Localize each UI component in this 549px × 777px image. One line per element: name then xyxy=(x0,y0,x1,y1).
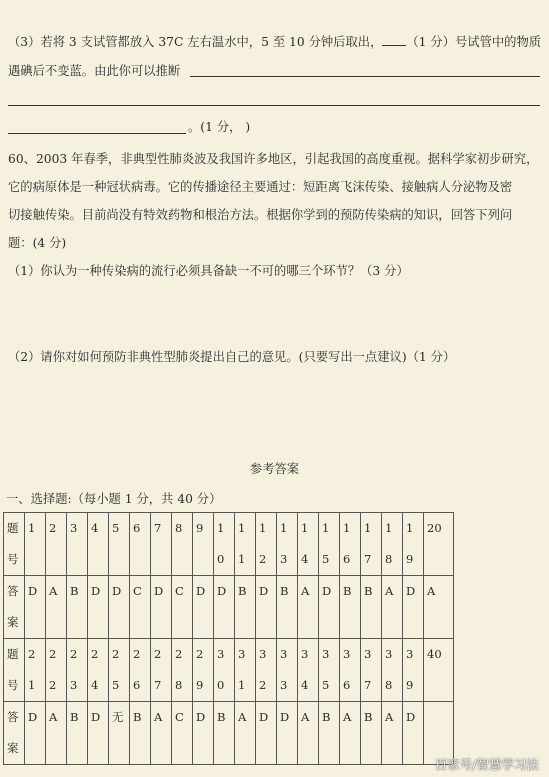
table-cell xyxy=(214,513,235,576)
table-cell xyxy=(277,639,298,702)
cell-text: A xyxy=(49,710,58,724)
cell-text: 6 xyxy=(133,678,141,692)
table-cell xyxy=(130,513,151,576)
cell-text: 5 xyxy=(112,678,120,692)
cell-text: 3 xyxy=(238,647,246,661)
cell-text: 9 xyxy=(406,552,414,566)
cell-text: 2 xyxy=(70,647,78,661)
q60-line-3: 切接触传染。目前尚没有特效药物和根治方法。根据你学到的预防传染病的知识，回答下列问 xyxy=(8,208,513,222)
table-cell xyxy=(109,702,130,765)
cell-text: 8 xyxy=(175,678,183,692)
table-cell xyxy=(172,639,193,702)
table-cell xyxy=(151,576,172,639)
cell-text: 9 xyxy=(406,678,414,692)
cell-text: 7 xyxy=(154,678,162,692)
cell-text: B xyxy=(70,710,79,724)
table-cell xyxy=(67,702,88,765)
table-cell xyxy=(172,702,193,765)
cell-text: 8 xyxy=(175,521,183,535)
q3-line-1 xyxy=(8,33,541,50)
table-cell xyxy=(193,513,214,576)
cell-text: B xyxy=(133,710,142,724)
q3-score: 。(1 分， ) xyxy=(188,120,251,134)
table-cell xyxy=(46,702,67,765)
cell-text: 2 xyxy=(28,647,36,661)
cell-text: 1 xyxy=(217,521,225,535)
cell-text: D xyxy=(259,710,269,724)
table-cell xyxy=(340,702,361,765)
table-cell xyxy=(277,513,298,576)
cell-text: A xyxy=(343,710,352,724)
table-cell xyxy=(382,639,403,702)
table-cell xyxy=(109,576,130,639)
cell-text: 2 xyxy=(49,521,57,535)
cell-text: B xyxy=(322,710,331,724)
table-cell xyxy=(424,639,454,702)
table-cell xyxy=(235,639,256,702)
table-cell xyxy=(235,513,256,576)
cell-text: C xyxy=(175,584,184,598)
q60-line-4: 题：(4 分) xyxy=(8,236,67,250)
cell-text: C xyxy=(133,584,142,598)
q3-text: （3）若将 3 支试管都放入 37C 左右温水中，5 至 10 分钟后取出， xyxy=(8,35,383,49)
cell-text: 8 xyxy=(385,552,393,566)
cell-text: 2 xyxy=(133,647,141,661)
table-cell xyxy=(130,702,151,765)
row-header-text: 题 xyxy=(7,647,19,661)
q3-line-4 xyxy=(188,119,541,135)
cell-text: 1 xyxy=(238,678,246,692)
table-cell xyxy=(235,702,256,765)
table-cell xyxy=(256,576,277,639)
table-cell xyxy=(214,576,235,639)
table-cell xyxy=(340,576,361,639)
table-cell xyxy=(67,576,88,639)
table-cell xyxy=(214,702,235,765)
table-cell xyxy=(424,513,454,576)
answer-line xyxy=(8,133,186,134)
answer-blank xyxy=(382,33,406,46)
cell-text: 4 xyxy=(91,521,99,535)
table-cell xyxy=(67,513,88,576)
cell-text: 3 xyxy=(406,647,414,661)
table-cell xyxy=(256,639,277,702)
cell-text: D xyxy=(406,710,416,724)
cell-text: 3 xyxy=(280,552,288,566)
table-cell xyxy=(151,639,172,702)
watermark: 百家号/智慧学习法 xyxy=(434,757,539,772)
cell-text: 1 xyxy=(28,521,36,535)
cell-text: D xyxy=(28,710,38,724)
cell-text: 3 xyxy=(280,647,288,661)
table-cell xyxy=(130,639,151,702)
table-cell xyxy=(298,702,319,765)
cell-text: 无 xyxy=(112,710,124,724)
table-cell xyxy=(403,639,424,702)
cell-text: A xyxy=(301,710,310,724)
cell-text: 1 xyxy=(406,521,414,535)
cell-text: A xyxy=(238,710,247,724)
cell-text: A xyxy=(49,584,58,598)
cell-text: 1 xyxy=(259,521,267,535)
cell-text: 2 xyxy=(259,552,267,566)
table-cell xyxy=(298,576,319,639)
cell-text: D xyxy=(217,584,227,598)
table-cell xyxy=(319,702,340,765)
cell-text: 5 xyxy=(322,678,330,692)
cell-text: B xyxy=(364,584,373,598)
cell-text: 2 xyxy=(175,647,183,661)
cell-text: D xyxy=(259,584,269,598)
row-header xyxy=(4,639,25,702)
table-row xyxy=(4,576,454,639)
row-header xyxy=(4,702,25,765)
table-cell xyxy=(235,576,256,639)
table-cell xyxy=(340,639,361,702)
row-header-text: 案 xyxy=(7,615,19,629)
cell-text: 4 xyxy=(301,552,309,566)
table-cell xyxy=(361,576,382,639)
table-cell xyxy=(214,639,235,702)
cell-text: 7 xyxy=(154,521,162,535)
cell-text: 1 xyxy=(322,521,330,535)
table-cell xyxy=(130,576,151,639)
cell-text: 3 xyxy=(343,647,351,661)
table-cell xyxy=(88,513,109,576)
cell-text: 4 xyxy=(91,678,99,692)
cell-text: D xyxy=(196,584,206,598)
cell-text: B xyxy=(280,584,289,598)
cell-text: 1 xyxy=(385,521,393,535)
table-cell xyxy=(319,576,340,639)
cell-text: D xyxy=(196,710,206,724)
row-header xyxy=(4,513,25,576)
cell-text: 6 xyxy=(343,678,351,692)
table-cell xyxy=(88,576,109,639)
table-cell xyxy=(382,702,403,765)
table-cell xyxy=(25,702,46,765)
table-cell xyxy=(46,639,67,702)
table-cell xyxy=(46,576,67,639)
q3-text-2: 遇碘后不变蓝。由此你可以推断 xyxy=(8,64,181,78)
table-cell xyxy=(382,576,403,639)
table-cell xyxy=(319,513,340,576)
cell-text: 9 xyxy=(196,678,204,692)
cell-text: 2 xyxy=(91,647,99,661)
cell-text: 2 xyxy=(259,678,267,692)
cell-text: B xyxy=(70,584,79,598)
cell-text: 0 xyxy=(217,552,225,566)
table-cell xyxy=(151,702,172,765)
cell-text: 8 xyxy=(385,678,393,692)
table-cell xyxy=(109,513,130,576)
answer-table xyxy=(3,512,454,765)
cell-text: 1 xyxy=(280,521,288,535)
table-row xyxy=(4,702,454,765)
table-cell xyxy=(46,513,67,576)
table-cell xyxy=(319,639,340,702)
answers-title: 参考答案 xyxy=(249,462,300,476)
table-cell xyxy=(403,513,424,576)
cell-text: B xyxy=(238,584,247,598)
table-cell xyxy=(25,639,46,702)
table-cell xyxy=(298,513,319,576)
cell-text: 3 xyxy=(217,647,225,661)
row-header-text: 号 xyxy=(7,552,19,566)
table-cell xyxy=(193,639,214,702)
cell-text: 4 xyxy=(301,678,309,692)
cell-text: 1 xyxy=(28,678,36,692)
table-cell xyxy=(277,576,298,639)
q60-line-1: 60、2003 年春季，非典型性肺炎波及我国许多地区，引起我国的高度重视。据科学家初步研究， xyxy=(8,152,539,166)
cell-text: C xyxy=(175,710,184,724)
cell-text: D xyxy=(322,584,332,598)
table-cell xyxy=(361,702,382,765)
table-cell xyxy=(382,513,403,576)
cell-text: A xyxy=(427,584,436,598)
cell-text: 1 xyxy=(238,552,246,566)
table-cell xyxy=(277,702,298,765)
cell-text: B xyxy=(343,584,352,598)
row-header-text: 答 xyxy=(7,584,19,598)
table-row xyxy=(4,513,454,576)
cell-text: 5 xyxy=(112,521,120,535)
cell-text: 7 xyxy=(364,678,372,692)
cell-text: 3 xyxy=(259,647,267,661)
cell-text: 3 xyxy=(364,647,372,661)
table-cell xyxy=(88,702,109,765)
cell-text: 3 xyxy=(385,647,393,661)
cell-text: 3 xyxy=(280,678,288,692)
cell-text: 3 xyxy=(70,678,78,692)
table-cell xyxy=(88,639,109,702)
table-cell xyxy=(172,576,193,639)
row-header-text: 题 xyxy=(7,521,19,535)
cell-text: 1 xyxy=(301,521,309,535)
cell-text: D xyxy=(91,584,101,598)
cell-text: 3 xyxy=(70,521,78,535)
table-cell xyxy=(256,513,277,576)
cell-text: 1 xyxy=(238,521,246,535)
table-cell xyxy=(25,513,46,576)
cell-text: B xyxy=(217,710,226,724)
cell-text: D xyxy=(91,710,101,724)
table-cell xyxy=(193,702,214,765)
q3-suffix: （1 分）号试管中的物质 xyxy=(406,35,542,49)
table-cell xyxy=(340,513,361,576)
cell-text: 2 xyxy=(112,647,120,661)
cell-text: D xyxy=(280,710,290,724)
cell-text: 6 xyxy=(343,552,351,566)
table-cell xyxy=(109,639,130,702)
table-cell xyxy=(172,513,193,576)
cell-text: 1 xyxy=(364,521,372,535)
answers-section-heading: 一、选择题:（每小题 1 分，共 40 分） xyxy=(6,492,222,506)
cell-text: A xyxy=(385,710,394,724)
cell-text: 5 xyxy=(322,552,330,566)
table-cell xyxy=(193,576,214,639)
cell-text: 1 xyxy=(343,521,351,535)
table-cell xyxy=(151,513,172,576)
table-cell xyxy=(25,576,46,639)
cell-text: A xyxy=(385,584,394,598)
cell-text: 20 xyxy=(427,521,442,535)
cell-text: 7 xyxy=(364,552,372,566)
cell-text: 2 xyxy=(196,647,204,661)
cell-text: 3 xyxy=(301,647,309,661)
cell-text: D xyxy=(112,584,122,598)
cell-text: A xyxy=(301,584,310,598)
cell-text: 2 xyxy=(49,647,57,661)
answer-line xyxy=(190,76,540,77)
table-cell xyxy=(361,513,382,576)
cell-text: 0 xyxy=(217,678,225,692)
cell-text: 2 xyxy=(49,678,57,692)
answer-line xyxy=(8,105,540,106)
row-header-text: 案 xyxy=(7,741,19,755)
row-header xyxy=(4,576,25,639)
cell-text: 2 xyxy=(154,647,162,661)
row-header-text: 答 xyxy=(7,710,19,724)
table-cell xyxy=(361,639,382,702)
cell-text: 40 xyxy=(427,647,442,661)
table-cell xyxy=(298,639,319,702)
cell-text: B xyxy=(364,710,373,724)
table-cell xyxy=(424,576,454,639)
row-header-text: 号 xyxy=(7,678,19,692)
cell-text: A xyxy=(154,710,163,724)
cell-text: D xyxy=(154,584,164,598)
table-cell xyxy=(67,639,88,702)
cell-text: D xyxy=(28,584,38,598)
q60-sub-question-2: （2）请你对如何预防非典性型肺炎提出自己的意见。(只要写出一点建议)（1 分） xyxy=(8,350,456,364)
table-row xyxy=(4,639,454,702)
cell-text: 6 xyxy=(133,521,141,535)
table-cell xyxy=(403,702,424,765)
q60-line-2: 它的病原体是一种冠状病毒。它的传播途径主要通过：短距离飞沫传染、接触病人分泌物及密 xyxy=(8,180,513,194)
table-cell xyxy=(256,702,277,765)
table-cell xyxy=(403,576,424,639)
cell-text: D xyxy=(406,584,416,598)
q60-sub-question-1: （1）你认为一种传染病的流行必须具备缺一不可的哪三个环节？（3 分） xyxy=(8,264,409,278)
cell-text: 3 xyxy=(322,647,330,661)
cell-text: 9 xyxy=(196,521,204,535)
